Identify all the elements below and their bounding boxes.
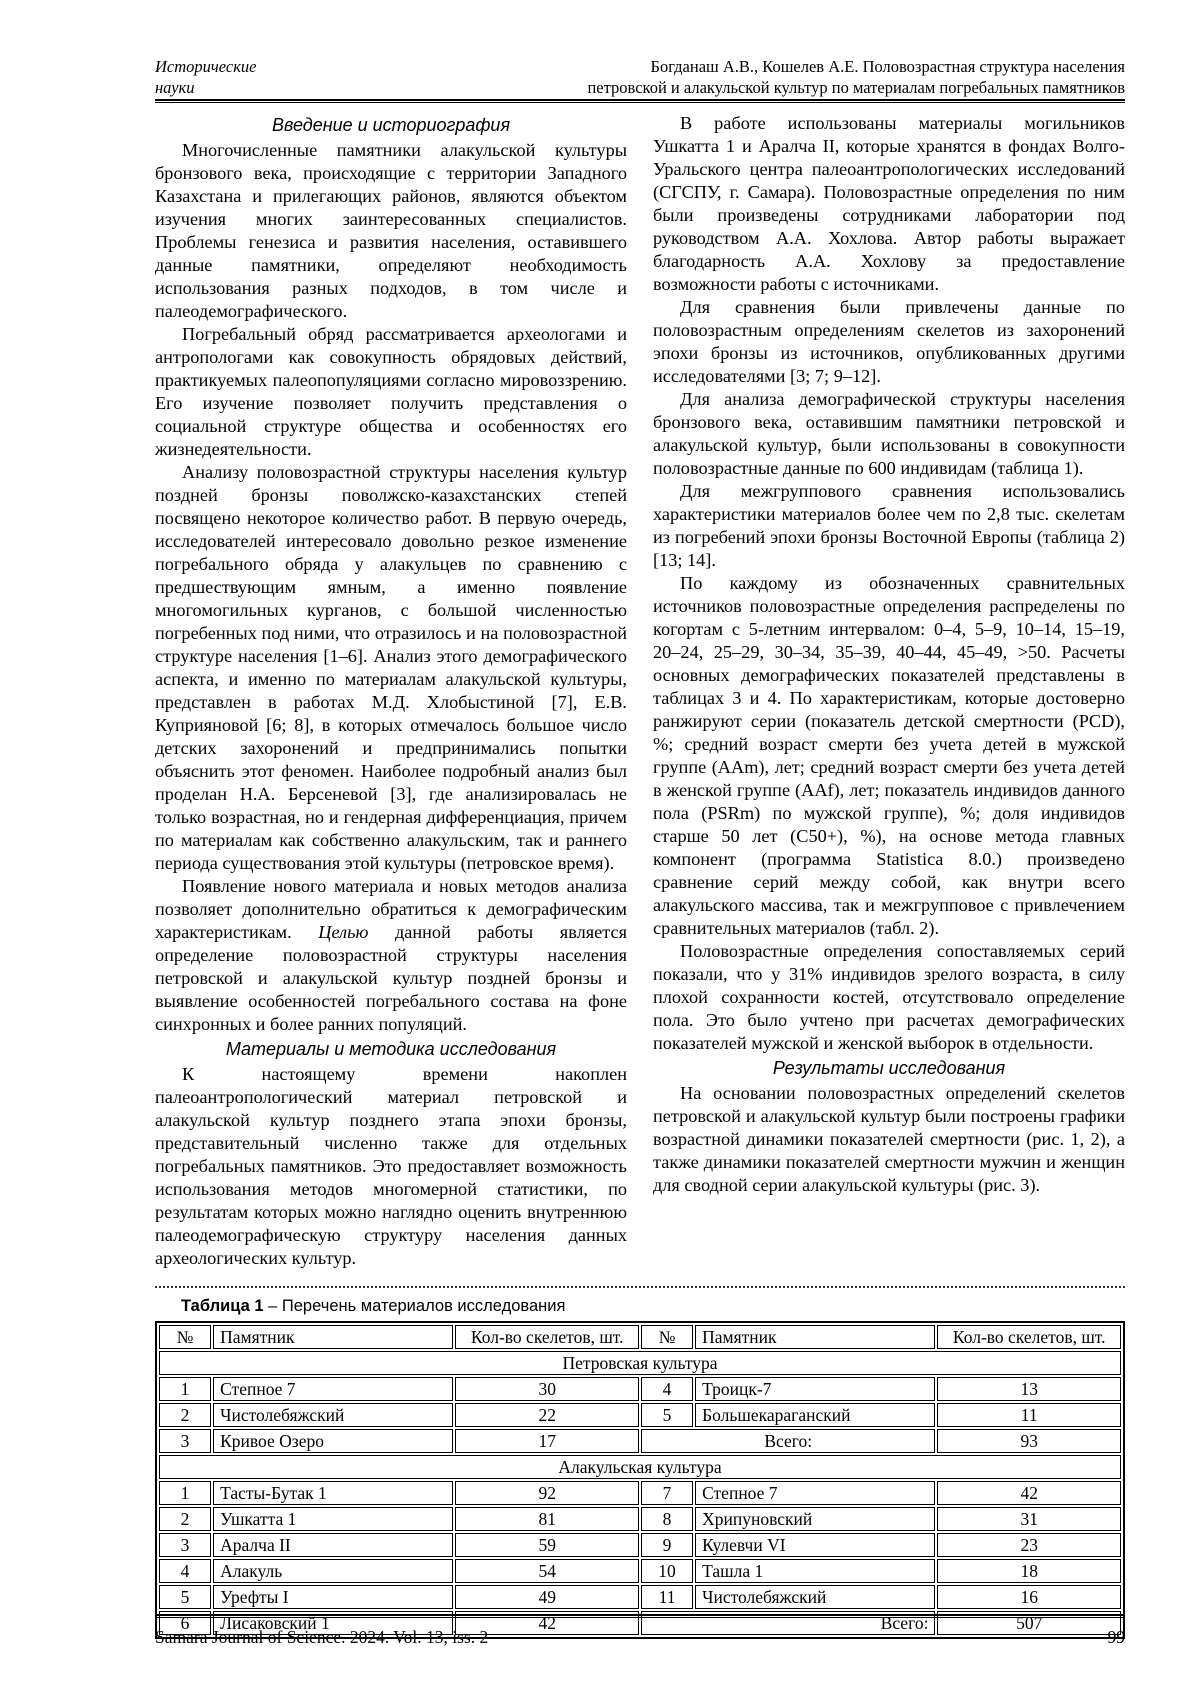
cell-site: Троицк-7 xyxy=(695,1377,935,1401)
table-row xyxy=(159,1403,1121,1427)
materials-table xyxy=(155,1321,1125,1639)
cell-site: Хрипуновский xyxy=(695,1507,935,1531)
cell-site: Ушкатта 1 xyxy=(213,1507,453,1531)
paragraph-9: Для межгруппового сравнения использовались характеристики материалов более чем по 2,8 тыс. скелетам из погребений эпохи бронзы Восточной Европы (таблица 2) [13; 14]. xyxy=(653,481,1125,570)
cell-site: Большекараганский xyxy=(695,1403,935,1427)
cell-count: 49 xyxy=(455,1585,639,1609)
cell-site: Аралча II xyxy=(213,1533,453,1557)
page-number: 99 xyxy=(1107,1627,1125,1647)
heading-materials: Материалы и методика исследования xyxy=(225,1039,557,1059)
cell-total-value: 93 xyxy=(937,1429,1121,1453)
cell-num: 6 xyxy=(159,1611,211,1635)
cell-site: Степное 7 xyxy=(695,1481,935,1505)
cell-num: 3 xyxy=(159,1429,211,1453)
cell-count: 31 xyxy=(937,1507,1121,1531)
paragraph-11: Половозрастные определения сопоставляемых серий показали, что у 31% индивидов зрелого возраста, в силу плохой сохранности костей, отсутствовало определение пола. Это было учтено при расчетах демографических показателей мужской и женской выборок в отдельности. xyxy=(653,941,1125,1053)
cell-site: Тасты-Бутак 1 xyxy=(213,1481,453,1505)
footer-rule xyxy=(155,1614,1125,1618)
table-caption-text: – Перечень материалов исследования xyxy=(263,1297,566,1315)
right-column xyxy=(653,112,1125,1288)
table-row xyxy=(159,1377,1121,1401)
cell-count: 17 xyxy=(455,1429,639,1453)
section-title-petrovka: Петровская культура xyxy=(159,1351,1121,1375)
left-column xyxy=(155,112,627,1288)
cell-num: 1 xyxy=(159,1377,211,1401)
cell-count: 59 xyxy=(455,1533,639,1557)
col-header-count-right: Кол-во скелетов, шт. xyxy=(937,1325,1121,1349)
cell-count: 30 xyxy=(455,1377,639,1401)
cell-num: 11 xyxy=(641,1585,693,1609)
paragraph-4-text-b: данной работы является определение половозрастной структуры населения петровской и алакульской культур поздней бронзы и выявление особенностей погребального состава на фоне синхронных и более ранних популяций. xyxy=(155,922,627,1034)
journal-citation: Samara Journal of Science. 2024. Vol. 13, iss. 2 xyxy=(155,1627,489,1647)
section-title-alakul: Алакульская культура xyxy=(159,1455,1121,1479)
paragraph-4-emphasis: Целью xyxy=(318,922,369,942)
paragraph-2: Погребальный обряд рассматривается археологами и антропологами как совокупность обрядовых действий, практикуемых палеопопуляциями согласно мировоззрению. Его изучение позволяет получить представления о социальной структуре общества и особенностях его жизнедеятельности. xyxy=(155,324,627,459)
cell-count: 16 xyxy=(937,1585,1121,1609)
paragraph-4 xyxy=(155,875,627,1036)
col-header-site-right: Памятник xyxy=(695,1325,935,1349)
cell-site: Урефты I xyxy=(213,1585,453,1609)
cell-count: 22 xyxy=(455,1403,639,1427)
col-header-site-left: Памятник xyxy=(213,1325,453,1349)
page-footer xyxy=(155,1614,1125,1648)
section-row-petrovka xyxy=(159,1351,1121,1375)
article-body xyxy=(155,112,1125,1288)
cell-site: Кулевчи VI xyxy=(695,1533,935,1557)
section-row-alakul xyxy=(159,1455,1121,1479)
paragraph-8: Для анализа демографической структуры населения бронзового века, оставившим памятники петровской и алакульской культур, были использованы в совокупности половозрастные данные по 600 индивидам (таблица 1). xyxy=(653,389,1125,478)
paragraph-4-text-a: Появление нового материала и новых методов анализа позволяет дополнительно обратиться к демографическим характеристикам. xyxy=(155,876,627,942)
cell-count: 92 xyxy=(455,1481,639,1505)
cell-num: 5 xyxy=(159,1585,211,1609)
col-header-count-left: Кол-во скелетов, шт. xyxy=(455,1325,639,1349)
cell-num: 4 xyxy=(641,1377,693,1401)
cell-count: 23 xyxy=(937,1533,1121,1557)
cell-num: 10 xyxy=(641,1559,693,1583)
section-name xyxy=(155,56,257,98)
cell-num: 5 xyxy=(641,1403,693,1427)
running-head xyxy=(155,56,1125,98)
cell-site: Чистолебяжский xyxy=(695,1585,935,1609)
cell-num: 4 xyxy=(159,1559,211,1583)
cell-count: 11 xyxy=(937,1403,1121,1427)
cell-site: Степное 7 xyxy=(213,1377,453,1401)
heading-results: Результаты исследования xyxy=(772,1058,1006,1078)
col-header-num-left: № xyxy=(159,1325,211,1349)
table-row xyxy=(159,1585,1121,1609)
cell-count: 18 xyxy=(937,1559,1121,1583)
cell-num: 2 xyxy=(159,1507,211,1531)
paragraph-6: В работе использованы материалы могильников Ушкатта 1 и Аралча II, которые хранятся в фондах Волго-Уральского центра палеоантропологических исследований (СГСПУ, г. Самара). Половозрастные определения по ним были произведены сотрудниками лаборатории под руководством А.А. Хохлова. Автор работы выражает благодарность А.А. Хохлову за предоставление возможности работы с источниками. xyxy=(653,113,1125,294)
paragraph-7: Для сравнения были привлечены данные по половозрастным определениям скелетов из захоронений эпохи бронзы из источников, опубликованных другими исследователями [3; 7; 9–12]. xyxy=(653,297,1125,386)
cell-site: Чистолебяжский xyxy=(213,1403,453,1427)
cell-count: 81 xyxy=(455,1507,639,1531)
cell-num: 7 xyxy=(641,1481,693,1505)
cell-total-label: Всего: xyxy=(641,1429,935,1453)
cell-num: 3 xyxy=(159,1533,211,1557)
table-row xyxy=(159,1507,1121,1531)
table-caption xyxy=(181,1296,1125,1317)
paragraph-3: Анализу половозрастной структуры населения культур поздней бронзы поволжско-казахстанских степей посвящено некоторое количество работ. В первую очередь, исследователей интересовало довольно резкое изменение погребального обряда у алакульцев по сравнению с предшествующим ямным, а именно появление многомогильных курганов, с большой численностью погребенных под ними, что отразилось и на половозрастной структуре населения [1–6]. Анализ этого демографического аспекта, и именно по материалам алакульской культуры, представлен в работах М.Д. Хлобыстиной [7], Е.В. Куприяновой [6; 8], в которых отмечалось большое число детских захоронений и предпринимались попытки объяснить этот феномен. Наиболее подробный анализ был проделан Н.А. Берсеневой [3], где анализировалась не только возрастная, но и гендерная дифференциация, причем по материалам как собственно алакульским, так и раннего периода существования этой культуры (петровское время). xyxy=(155,462,627,873)
cell-count: 42 xyxy=(455,1611,639,1635)
running-title xyxy=(587,56,1125,98)
paragraph-10: По каждому из обозначенных сравнительных источников половозрастные определения распределены по когортам с 5-летним интервалом: 0–4, 5–9, 10–14, 15–19, 20–24, 25–29, 30–34, 35–39, 40–44, 45–49, >50. Расчеты основных демографических показателей представлены в таблицах 3 и 4. По характеристикам, которые достоверно ранжируют серии (показатель детской смертности (PCD), %; средний возраст смерти без учета детей в мужской группе (AAm), лет; средний возраст смерти без учета детей в женской группе (AAf), лет; показатель индивидов данного пола (PSRm) по мужской группе), %; доля индивидов старше 50 лет (C50+), %), на основе метода главных компонент (программа Statistica 8.0.) произведено сравнение серий между собой, как внутри всего алакульского массива, так и межгрупповое с привлечением сравнительных материалов (табл. 2). xyxy=(653,573,1125,938)
running-title-line2: петровской и алакульской культур по материалам погребальных памятников xyxy=(587,78,1125,97)
running-title-line1: Богданаш А.В., Кошелев А.Е. Половозрастная структура населения xyxy=(650,57,1125,76)
table-row-total-petrovka xyxy=(159,1429,1121,1453)
table-header-row xyxy=(159,1325,1121,1349)
paragraph-12: На основании половозрастных определений скелетов петровской и алакульской культур были построены графики возрастной динамики показателей смертности (рис. 1, 2), а также динамики показателей смертности мужчин и женщин для сводной серии алакульской культуры (рис. 3). xyxy=(653,1083,1125,1195)
table-row xyxy=(159,1559,1121,1583)
header-rule xyxy=(155,99,1125,103)
col-header-num-right: № xyxy=(641,1325,693,1349)
cell-count: 42 xyxy=(937,1481,1121,1505)
cell-total-value: 507 xyxy=(937,1611,1121,1635)
section-name-line2: науки xyxy=(155,78,195,97)
dotted-separator xyxy=(155,1286,1125,1288)
cell-site: Ташла 1 xyxy=(695,1559,935,1583)
cell-total-label: Всего: xyxy=(641,1611,935,1635)
table-block xyxy=(155,1286,1125,1639)
cell-site: Алакуль xyxy=(213,1559,453,1583)
cell-num: 2 xyxy=(159,1403,211,1427)
table-caption-label: Таблица 1 xyxy=(181,1297,264,1315)
cell-site: Кривое Озеро xyxy=(213,1429,453,1453)
paragraph-5: К настоящему времени накоплен палеоантропологический материал петровской и алакульской культур позднего этапа эпохи бронзы, представительный численно также для отдельных погребальных памятников. Это предоставляет возможность использования методов многомерной статистики, по результатам которых можно наглядно оценить внутреннюю палеодемографическую структуру населения данных археологических культур. xyxy=(155,1064,627,1268)
table-row xyxy=(159,1481,1121,1505)
paragraph-1: Многочисленные памятники алакульской культуры бронзового века, происходящие с территории Западного Казахстана и прилегающих районов, являются объектом изучения многих заинтересованных специалистов. Проблемы генезиса и развития населения, оставившего данные памятники, определяют необходимость использования разных подходов, в том числе и палеодемографического. xyxy=(155,140,627,321)
cell-site: Лисаковский 1 xyxy=(213,1611,453,1635)
cell-count: 13 xyxy=(937,1377,1121,1401)
heading-introduction: Введение и историография xyxy=(271,115,511,135)
cell-num: 8 xyxy=(641,1507,693,1531)
section-name-line1: Исторические xyxy=(155,57,257,76)
cell-num: 1 xyxy=(159,1481,211,1505)
cell-num: 9 xyxy=(641,1533,693,1557)
cell-count: 54 xyxy=(455,1559,639,1583)
table-row xyxy=(159,1533,1121,1557)
